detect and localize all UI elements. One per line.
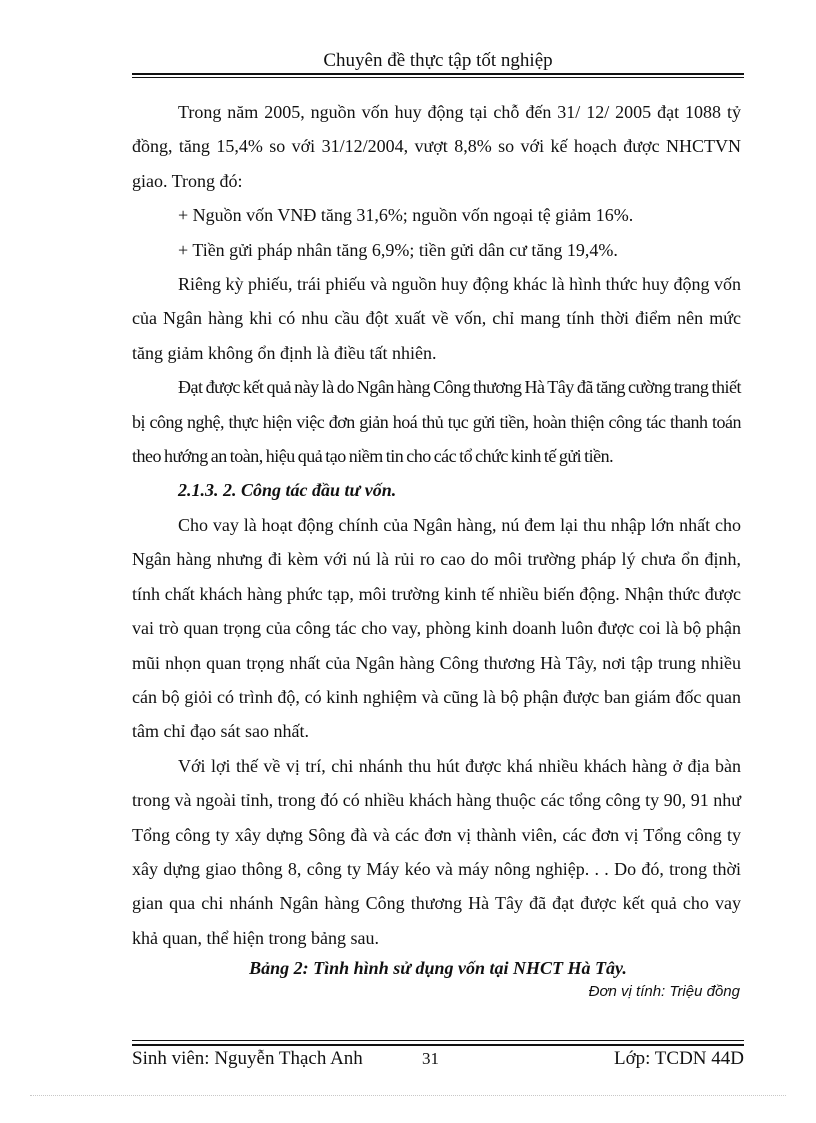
section-heading: 2.1.3. 2. Công tác đầu tư vốn. [178, 480, 397, 501]
paragraph-bonds: Riêng kỳ phiếu, trái phiếu và nguồn huy động khác là hình thức huy động vốn của Ngân hàng khi có nhu cầu đột xuất về vốn, chỉ mang tính thời điểm nên mức tăng giảm không ổn định là điều tất nhiên. [132, 274, 741, 363]
paragraph-location-advantage: Với lợi thế về vị trí, chi nhánh thu hút được khá nhiều khách hàng ở địa bàn trong và ngoài tỉnh, trong đó có nhiều khách hàng thuộc các tổng công ty 90, 91 như Tổng công ty xây dựng Sông đà và các đơn vị thành viên, các đơn vị Tổng công ty xây dựng giao thông 8, công ty Máy kéo và máy nông nghiệp. . . Do đó, trong thời gian qua chi nhánh Ngân hàng Công thương Hà Tây đã đạt được kết quả cho vay khả quan, thể hiện trong bảng sau. [132, 755, 741, 948]
header-title: Chuyên đề thực tập tốt nghiệp [323, 50, 553, 71]
header-rule-thin [132, 77, 744, 78]
footer-rule-thin [132, 1040, 744, 1041]
unit-note: Đơn vị tính: Triệu đồng [588, 983, 740, 1000]
paragraph-lending: Cho vay là hoạt động chính của Ngân hàng, nú đem lại thu nhập lớn nhất cho Ngân hàng nhưng đi kèm với nú là rủi ro cao do môi trường pháp lý chưa ổn định, tính chất khách hàng phức tạp, môi trường kinh tế nhiều biến động. Nhận thức được vai trò quan trọng của công tác cho vay, phòng kinh doanh luôn được coi là bộ phận mũi nhọn quan trọng nhất của Ngân hàng Công thương Hà Tây, nơi tập trung nhiều cán bộ giỏi có trình độ, có kinh nghiệm và cũng là bộ phận được ban giám đốc quan tâm chỉ đạo sát sao nhất. [132, 514, 741, 742]
bullet-vnd-foreign-currency: + Nguồn vốn VNĐ tăng 31,6%; nguồn vốn ngoại tệ giảm 16%. [178, 205, 634, 226]
paragraph-capital-mobilization: Trong năm 2005, nguồn vốn huy động tại chỗ đến 31/ 12/ 2005 đạt 1088 tỷ đồng, tăng 15,4% so với 31/12/2004, vượt 8,8% so với kế hoạch được NHCTVN giao. Trong đó: [132, 102, 741, 191]
bullet-deposits: + Tiền gửi pháp nhân tăng 6,9%; tiền gửi dân cư tăng 19,4%. [178, 239, 618, 260]
page-number: 31 [422, 1049, 439, 1068]
header-rule-thick [132, 73, 744, 75]
table-caption: Bảng 2: Tình hình sử dụng vốn tại NHCT Hà Tây. [249, 958, 627, 978]
footer-class: Lớp: TCDN 44D [613, 1048, 744, 1069]
body-text [132, 95, 741, 955]
footer-student: Sinh viên: Nguyễn Thạch Anh [132, 1048, 363, 1069]
paragraph-results: Đạt được kết quả này là do Ngân hàng Công thương Hà Tây đã tăng cường trang thiết bị công nghệ, thực hiện việc đơn giản hoá thủ tục gửi tiền, hoàn thiện công tác thanh toán theo hướng an toàn, hiệu quả tạo niềm tin cho các tổ chức kinh tế gửi tiền. [132, 377, 741, 467]
footer [132, 1046, 744, 1072]
page-edge-dotted-line [30, 1095, 786, 1096]
